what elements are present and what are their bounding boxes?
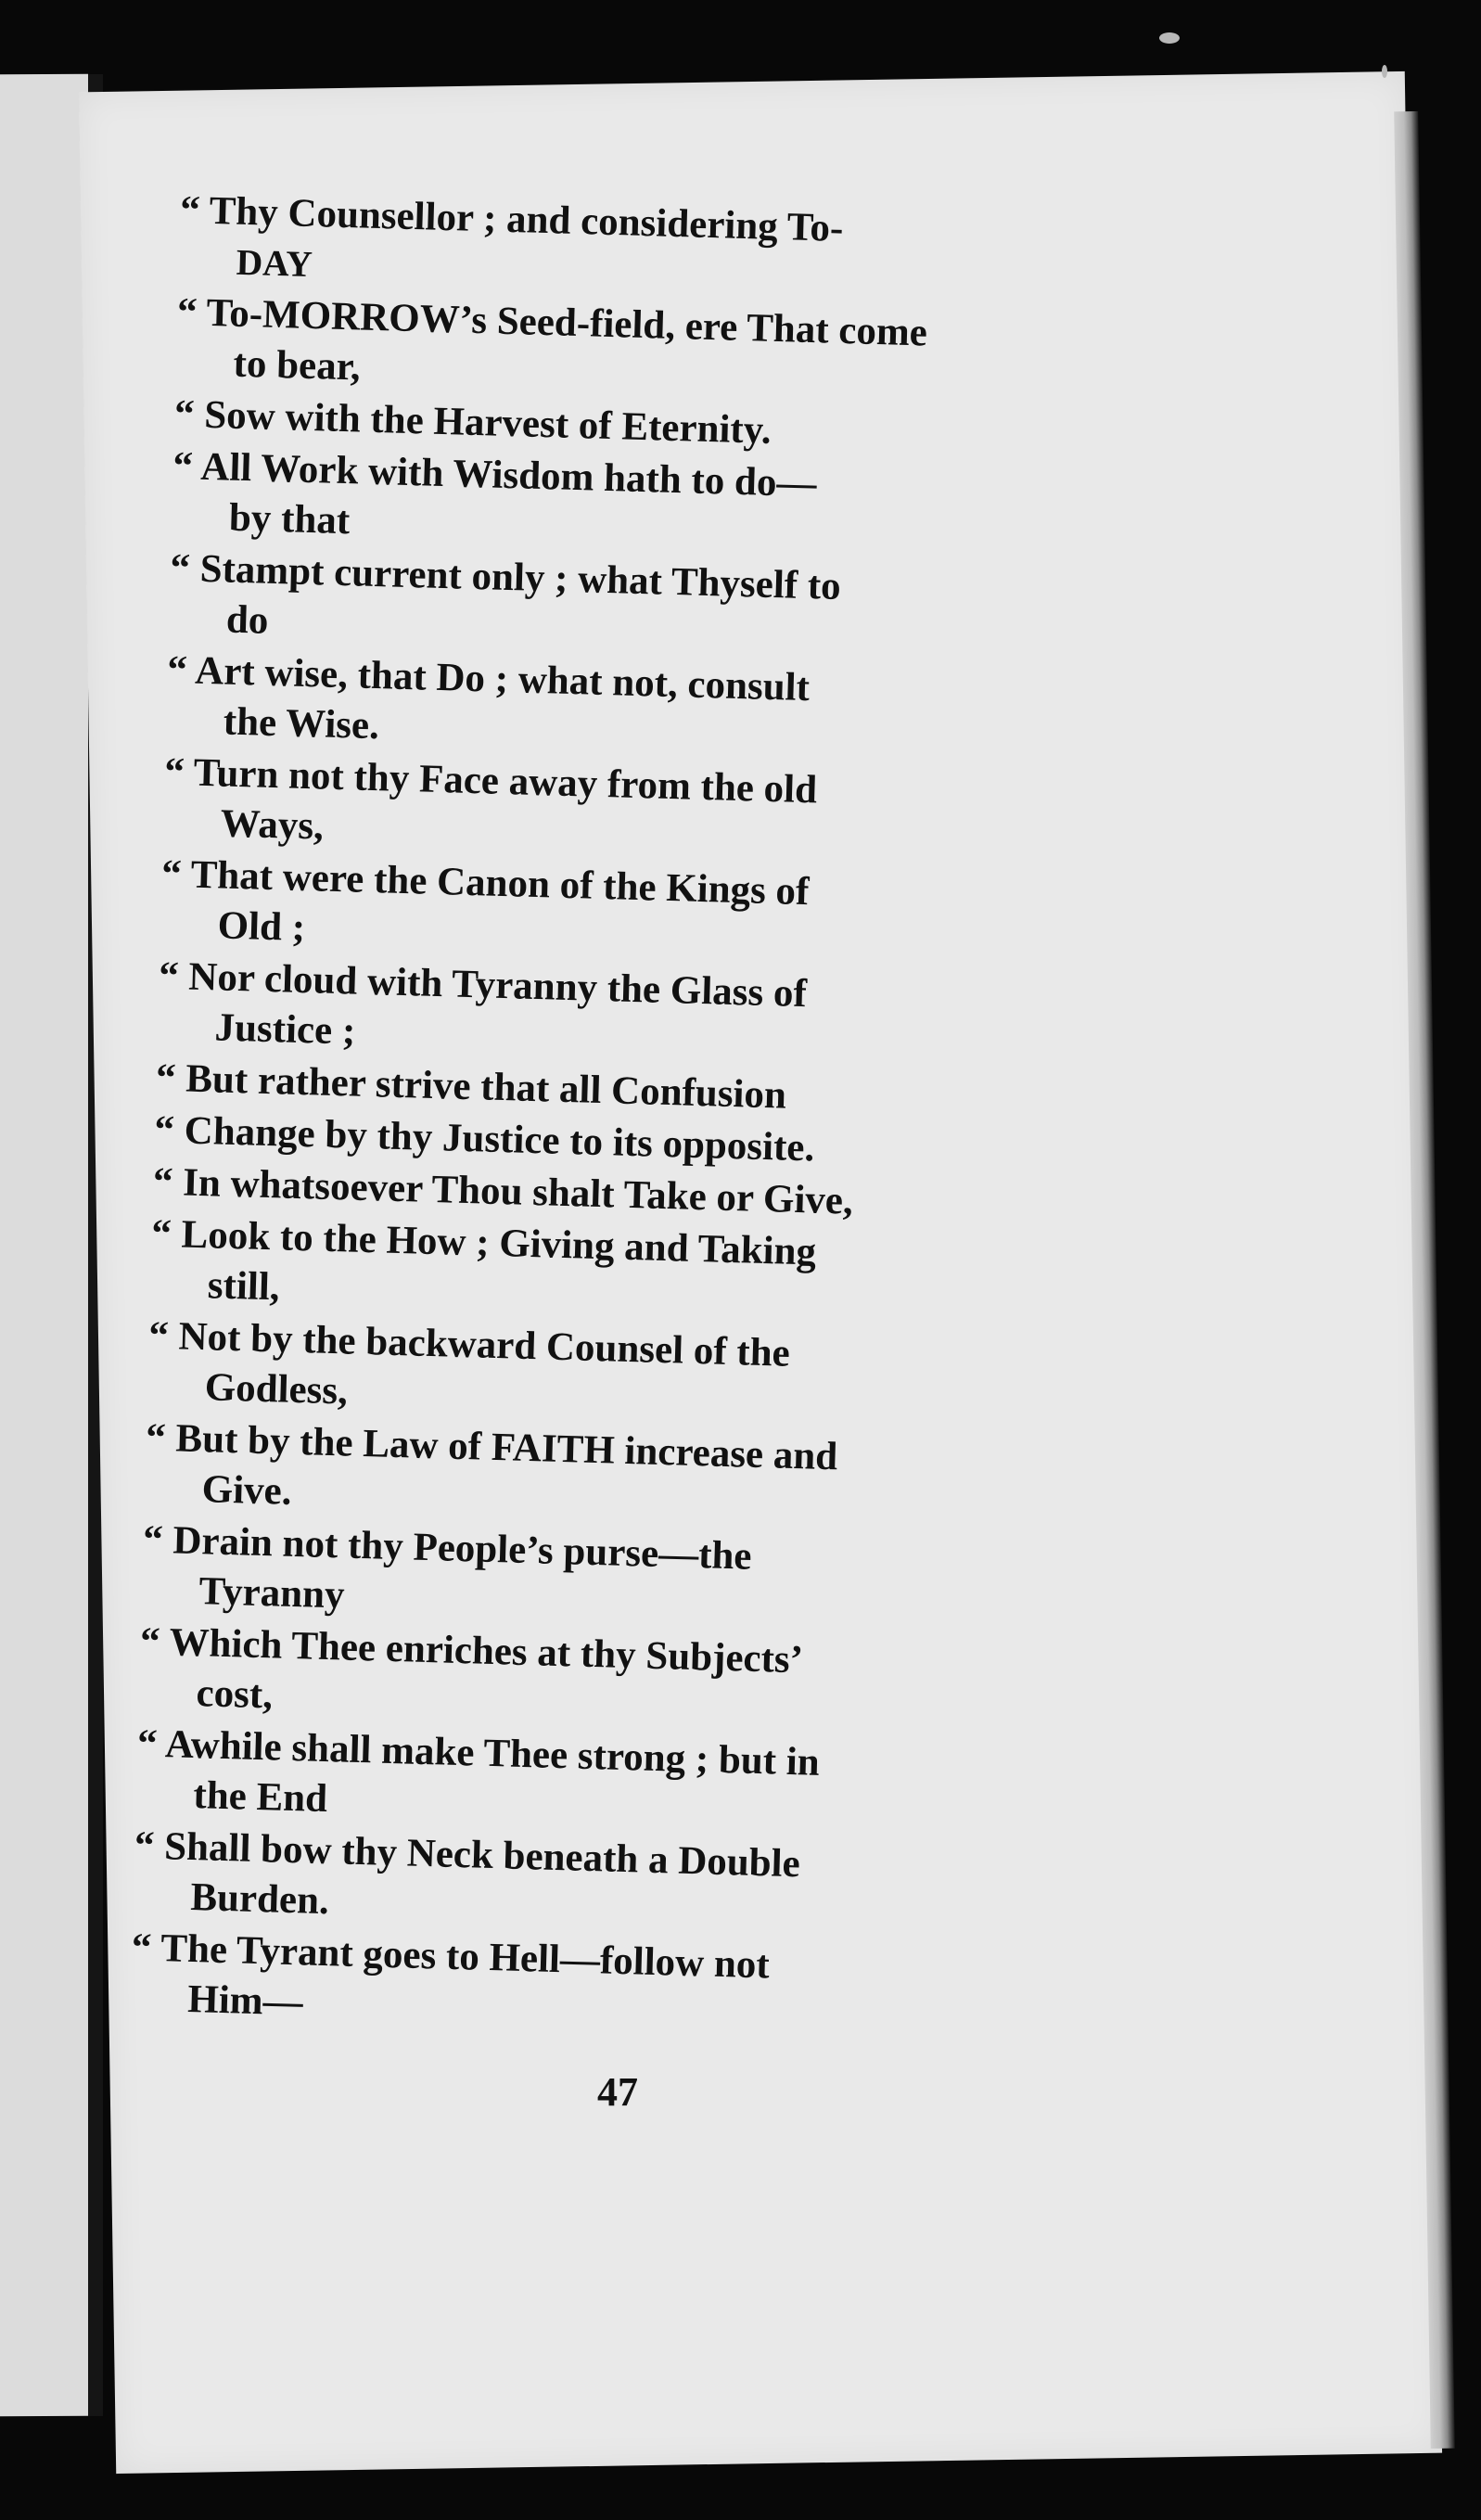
verse-line-continuation: Tyranny <box>198 1569 346 1618</box>
verse-line: “ Change by thy Justice to its opposite. <box>153 1107 815 1170</box>
verse-line: “ Turn not thy Face away from the old Ways, <box>162 748 1000 871</box>
verse-line: “ That were the Canon of the Kings of Old ; <box>160 850 997 973</box>
page-number: 47 <box>597 2069 638 2115</box>
verse-line-continuation: to bear, <box>233 341 362 390</box>
verse-line: “ The Tyrant goes to Hell—follow not Him— <box>130 1923 967 2046</box>
verse-line: “ Which Thee enriches at thy Subjects’ cost, <box>138 1617 976 1740</box>
verse-line: “ Awhile shall make Thee strong ; but in the End <box>135 1719 973 1842</box>
scan-speck <box>1382 65 1387 78</box>
verse-line: “ All Work with Wisdom hath to do— by that <box>171 441 1008 565</box>
verse-line: “ Art wise, that Do ; what not, consult the Wise. <box>165 646 1002 769</box>
verse-line-continuation: Give. <box>201 1467 293 1514</box>
verse-line: “ Drain not thy People’s purse—the Tyranny <box>141 1515 978 1638</box>
verse-line: “ Stampt current only ; what Thyself to do <box>168 544 1005 667</box>
scan-speck <box>1159 32 1180 44</box>
verse-block <box>130 185 1015 2048</box>
verse-line-continuation: Him— <box>186 1976 304 2025</box>
verse-line-continuation: the End <box>192 1773 328 1822</box>
verse-line-continuation: Burden. <box>189 1875 330 1924</box>
verse-line: “ Thy Counsellor ; and considering To- DAY <box>178 185 1015 309</box>
verse-line: “ To-MORROW’s Seed-field, ere That come to bear, <box>175 288 1013 411</box>
verse-line-continuation: Godless, <box>204 1365 349 1414</box>
verse-line-continuation: DAY <box>236 241 313 285</box>
verse-line-continuation: Ways, <box>220 801 325 849</box>
verse-line: “ But by the Law of FAITH increase and Give. <box>144 1413 981 1536</box>
left-page-sliver <box>0 74 88 2416</box>
verse-line: “ Nor cloud with Tyranny the Glass of Justice ; <box>157 952 994 1075</box>
verse-line-continuation: still, <box>207 1263 281 1310</box>
verse-line-continuation: cost, <box>195 1671 274 1718</box>
verse-line-continuation: Old ; <box>217 903 306 951</box>
verse-line-continuation: by that <box>228 495 351 544</box>
verse-line-continuation: do <box>225 597 270 643</box>
verse-line: “ Sow with the Harvest of Eternity. <box>173 391 772 453</box>
verse-line-continuation: the Wise. <box>223 699 380 748</box>
verse-line-continuation: Justice ; <box>214 1005 356 1054</box>
verse-line: “ Look to the How ; Giving and Taking still, <box>149 1209 987 1333</box>
verse-line: “ Shall bow thy Neck beneath a Double Burden. <box>133 1821 970 1944</box>
verse-line: “ In whatsoever Thou shalt Take or Give, <box>152 1159 854 1223</box>
verse-line: “ Not by the backward Counsel of the Godless, <box>147 1311 984 1435</box>
verse-line: “ But rather strive that all Confusion <box>155 1055 787 1118</box>
